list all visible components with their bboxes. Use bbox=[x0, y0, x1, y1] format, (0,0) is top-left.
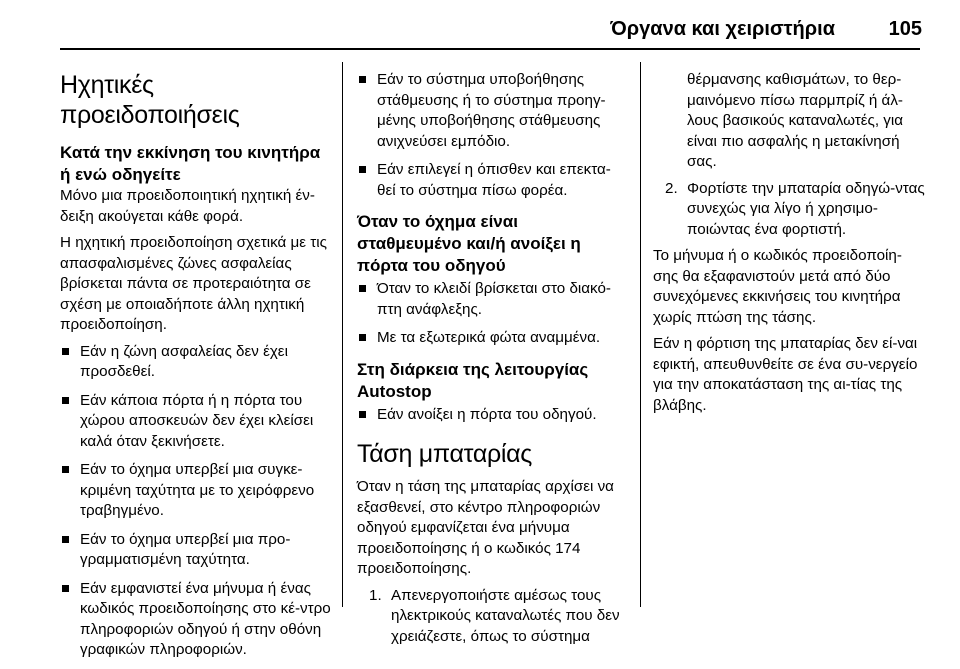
numbered-step bbox=[357, 586, 625, 648]
bullet-item: Εάν το σύστημα υποβοήθησης στάθμευσης ή το σύστημα προηγ-μένης υποβοήθησης στάθμευσης ανιχνεύσει εμπόδιο. bbox=[357, 70, 625, 152]
paragraph: Μόνο μια προειδοποιητική ηχητική έν-δειξη ακούγεται κάθε φορά. bbox=[60, 187, 315, 225]
paragraph: Η ηχητική προειδοποίηση σχετικά με τις απασφαλισμένες ζώνες ασφαλείας βρίσκεται πάντα σε προτεραιότητα σε σχέση με οποιαδήποτε άλλη ηχητική προειδοποίηση. bbox=[60, 234, 327, 333]
paragraph: Εάν η φόρτιση της μπαταρίας δεν εί-ναι εφικτή, απευθυνθείτε σε ένα συ-νεργείο για την αποκατάσταση της αι-τίας της βλάβης. bbox=[653, 335, 918, 414]
column-1 bbox=[60, 62, 335, 669]
bullet-item: Εάν εμφανιστεί ένα μήνυμα ή ένας κωδικός προειδοποίησης στο κέ-ντρο πληροφοριών οδηγού ή στην οθόνη γραφικών πληροφοριών. bbox=[60, 579, 335, 661]
paragraph: Όταν η τάση της μπαταρίας αρχίσει να εξασθενεί, στο κέντρο πληροφοριών οδηγού εμφανίζεται ένα μήνυμα προειδοποίησης ή ο κωδικός 174 προειδοποίησης. bbox=[357, 478, 614, 577]
paragraph: Το μήνυμα ή ο κωδικός προειδοποίη-σης θα εξαφανιστούν μετά από δύο συνεχόμενες εκκινήσεις του κινητήρα χωρίς πτώση της τάσης. bbox=[653, 247, 902, 326]
bullet-item: Όταν το κλειδί βρίσκεται στο διακό-πτη ανάφλεξης. bbox=[357, 279, 625, 320]
page-number: 105 bbox=[888, 18, 922, 40]
numbered-step bbox=[653, 179, 925, 241]
bullet-item: Με τα εξωτερικά φώτα αναμμένα. bbox=[357, 328, 625, 349]
section-title-warning-chimes: Ηχητικές προειδοποιήσεις bbox=[60, 71, 240, 129]
bullet-item: Εάν το όχημα υπερβεί μια συγκε-κριμένη ταχύτητα με το χειρόφρενο τραβηγμένο. bbox=[60, 460, 335, 522]
step-number: 1. bbox=[369, 586, 382, 604]
step-text: Απενεργοποιήστε αμέσως τους ηλεκτρικούς καταναλωτές που δεν χρειάζεστε, όπως το σύστημα bbox=[391, 586, 620, 645]
column-divider-2 bbox=[640, 62, 641, 607]
bullet-item: Εάν το όχημα υπερβεί μια προ-γραμματισμένη ταχύτητα. bbox=[60, 530, 335, 571]
column-2 bbox=[357, 70, 625, 653]
bullet-item: Εάν η ζώνη ασφαλείας δεν έχει προσδεθεί. bbox=[60, 342, 335, 383]
step-text: θέρμανσης καθισμάτων, το θερ-μαινόμενο πίσω παρμπρίζ ή άλ-λους βασικούς καταναλωτές, για είναι πιο ασφαλής η μετακίνησή σας. bbox=[687, 71, 904, 170]
subheading-engine-start: Κατά την εκκίνηση του κινητήρα ή ενώ οδηγείτε bbox=[60, 143, 321, 184]
header-title: Όργανα και χειριστήρια bbox=[610, 18, 835, 40]
step-text: Φορτίστε την μπαταρία οδηγώ-ντας συνεχώς για λίγο ή χρησιμο-ποιώντας ένα φορτιστή. bbox=[687, 179, 925, 238]
subheading-vehicle-parked: Όταν το όχημα είναι σταθμευμένο και/ή ανοίξει η πόρτα του οδηγού bbox=[357, 212, 581, 275]
bullet-item: Εάν επιλεγεί η όπισθεν και επεκτα-θεί το σύστημα πίσω φορέα. bbox=[357, 160, 625, 201]
column-divider-1 bbox=[342, 62, 343, 607]
bullet-item: Εάν ανοίξει η πόρτα του οδηγού. bbox=[357, 405, 625, 426]
step-number: 2. bbox=[665, 179, 678, 197]
section-title-battery-voltage: Τάση μπαταρίας bbox=[357, 440, 533, 468]
header-rule bbox=[60, 48, 920, 50]
column-3 bbox=[653, 70, 925, 422]
page-header bbox=[0, 0, 960, 48]
subheading-autostop: Στη διάρκεια της λειτουργίας Autostop bbox=[357, 359, 589, 401]
bullet-item: Εάν κάποια πόρτα ή η πόρτα του χώρου αποσκευών δεν έχει κλείσει καλά όταν ξεκινήσετε. bbox=[60, 391, 335, 453]
numbered-step-continued bbox=[653, 70, 925, 173]
